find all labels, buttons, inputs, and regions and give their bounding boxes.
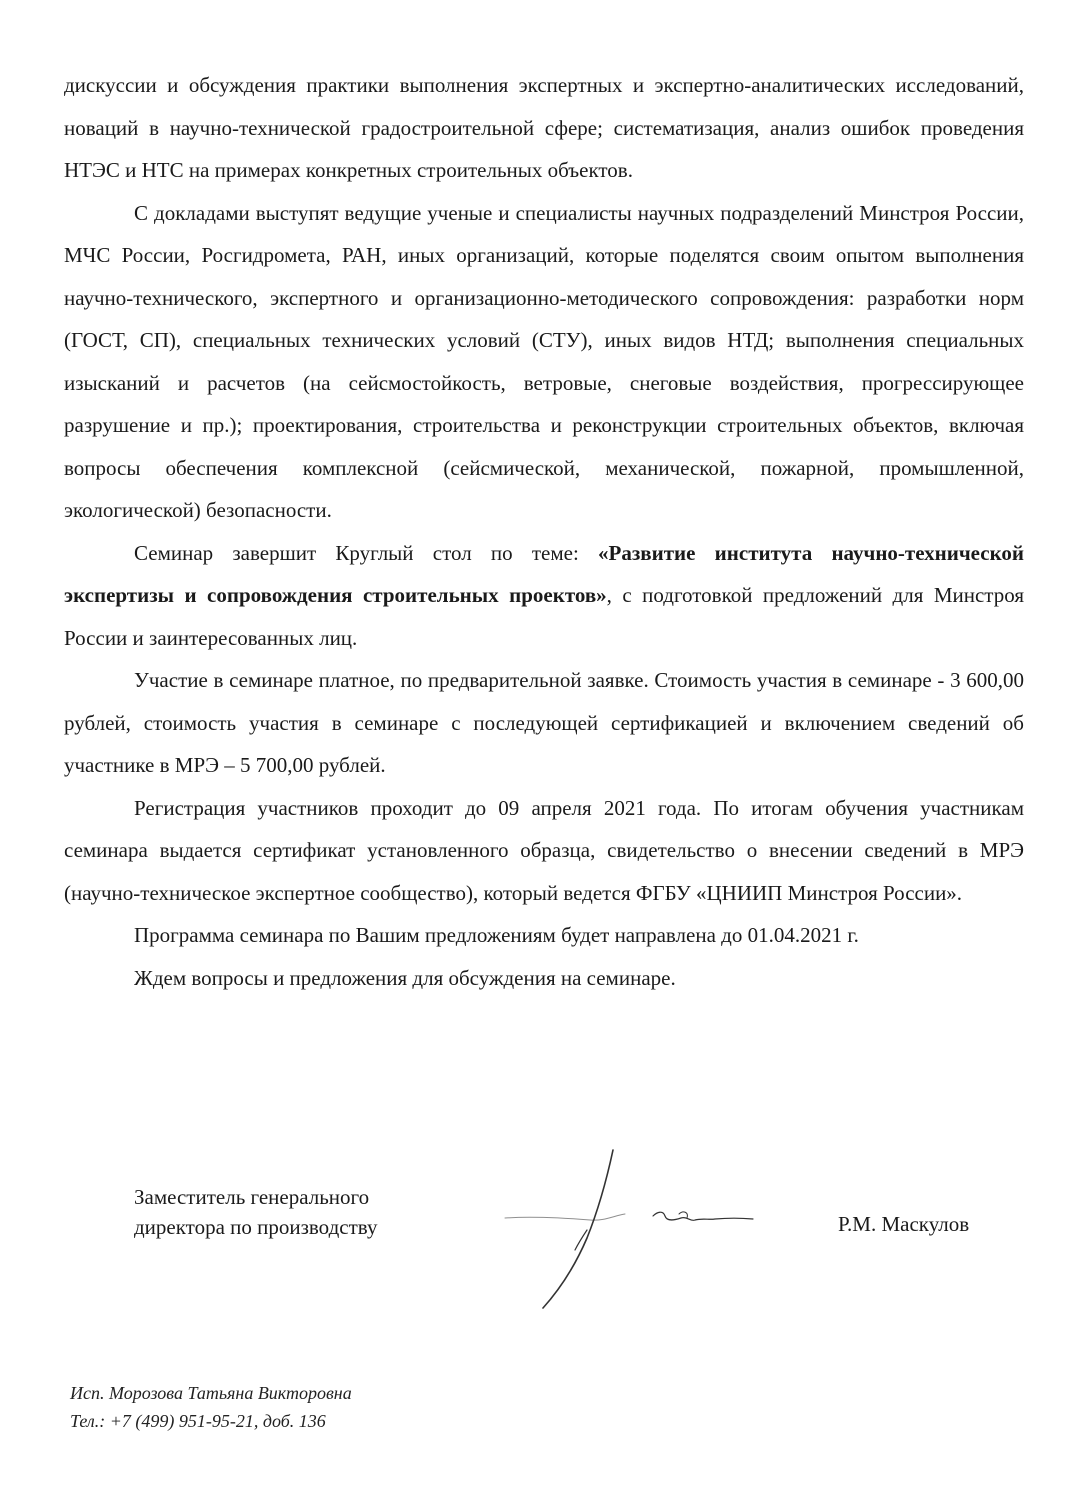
paragraph-program: Программа семинара по Вашим предложениям будет направлена до 01.04.2021 г. [134,923,859,947]
paragraph-registration: Регистрация участников проходит до 09 апреля 2021 года. По итогам обучения участникам семинара выдается сертификат установленного образца, свидетельство о внесении сведений в МРЭ (научно-техническое экспертное сообщество), который ведется ФГБУ «ЦНИИП Минстроя России». [64,795,1024,905]
signatory-position-line1: Заместитель генерального [134,1185,370,1209]
round-table-topic: «Развитие института научно-технической экспертизы и сопровождения строительных проектов» [64,540,1024,607]
executor-info [70,1379,352,1435]
paragraph-questions: Ждем вопросы и предложения для обсуждения на семинаре. [134,965,676,990]
round-table-outro: , с подготовкой предложений для Минстроя России и заинтересованных лиц. [64,583,1024,650]
executor-name: Исп. Морозова Татьяна Викторовна [70,1383,352,1403]
paragraph-cost: Участие в семинаре платное, по предварительной заявке. Стоимость участия в семинаре - 3 600,00 рублей, стоимость участия в семинаре с последующей сертификацией и включением сведений об участнике в МРЭ – 5 700,00 рублей. [64,668,1024,777]
paragraph-speakers: С докладами выступят ведущие ученые и специалисты научных подразделений Минстроя России, МЧС России, Росгидромета, РАН, иных организаций, которые поделятся своим опытом выполнения научно-технического, экспертного и организационно-методического сопровождения: разработки норм (ГОСТ, СП), специальных технических условий (СТУ), иных видов НТД; выполнения специальных изысканий и расчетов (на сейсмостойкость, ветровые, снеговые воздействия, прогрессирующее разрушение и пр.); проектирования, строительства и реконструкции строительных объектов, включая вопросы обеспечения комплексной (сейсмической, механической, пожарной, промышленной, экологической) безопасности. [64,200,1024,522]
handwritten-signature [495,1138,775,1313]
round-table-intro: Семинар завершит Круглый стол по теме: [134,540,599,565]
signatory-position-line2: директора по производству [134,1215,378,1239]
paragraph-discussion: дискуссии и обсуждения практики выполнения экспертных и экспертно-аналитических исследований, новаций в научно-технической градостроительной сфере; систематизация, анализ ошибок проведения НТЭС и НТС на примерах конкретных строительных объектов. [64,73,1024,182]
paragraph-round-table [64,532,1024,660]
signatory-position [134,1182,377,1242]
executor-phone: Тел.: +7 (499) 951-95-21, доб. 136 [70,1411,326,1431]
letter-body [64,64,1024,999]
signatory-name: Р.М. Маскулов [838,1212,970,1236]
